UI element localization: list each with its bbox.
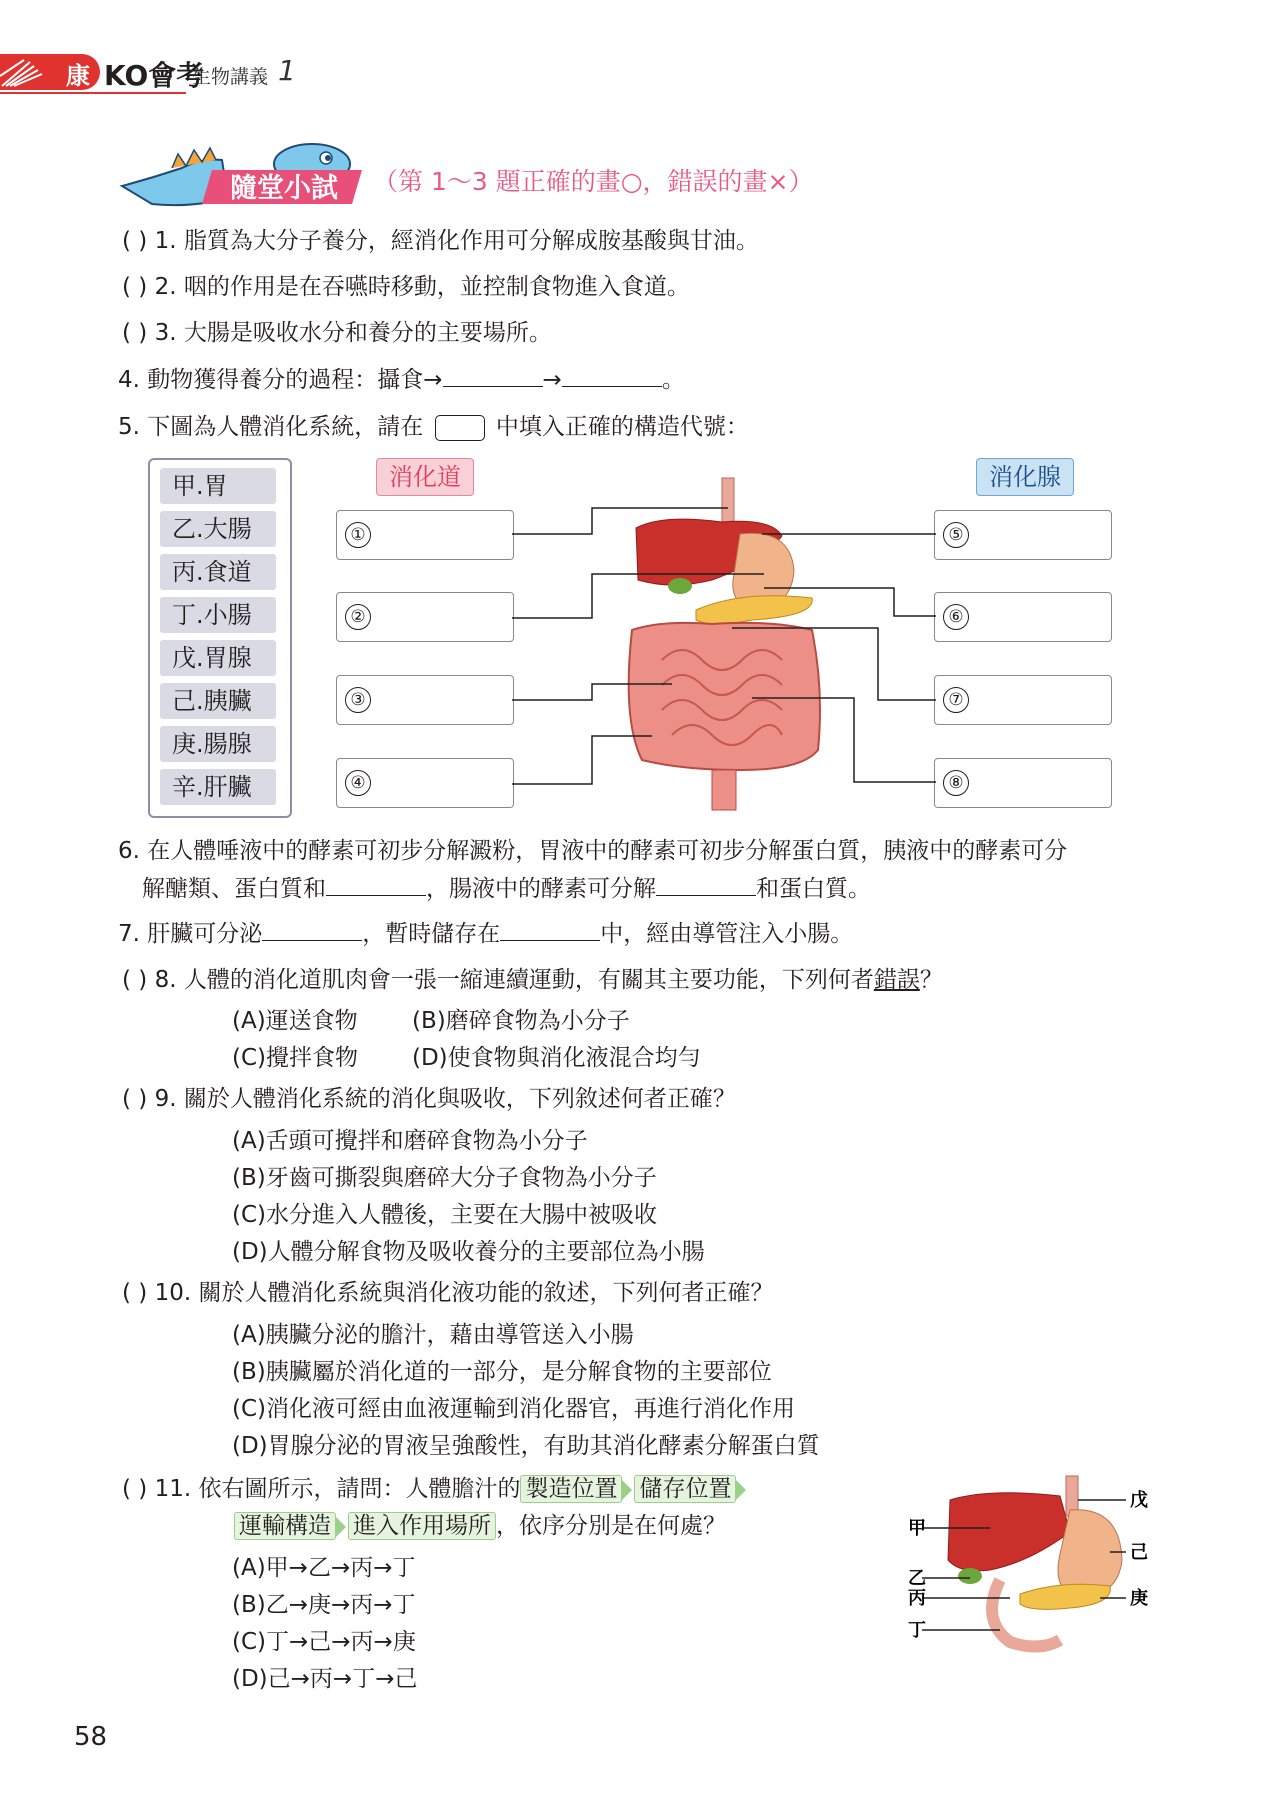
label-geng: 庚 <box>1130 1588 1148 1609</box>
box-number: ⑥ <box>943 604 969 630</box>
option-b[interactable]: (B)牙齒可撕裂與磨碎大分子食物為小分子 <box>232 1165 657 1191</box>
question-text: 11. 依右圖所示，請問：人體膽汁的 <box>154 1476 521 1502</box>
answer-blank[interactable] <box>500 918 600 941</box>
quiz-title: 隨堂小試 <box>230 173 338 204</box>
legend-item: 辛.肝臟 <box>160 769 276 805</box>
option-d[interactable]: (D)己→丙→丁→己 <box>232 1666 418 1692</box>
question-6-line-2 <box>142 873 871 904</box>
tag-storage-site: 儲存位置 <box>634 1475 736 1503</box>
answer-paren[interactable]: ( ) <box>122 274 148 300</box>
label-bing: 丙 <box>908 1588 926 1609</box>
answer-blank[interactable] <box>443 364 543 387</box>
answer-paren[interactable]: ( ) <box>122 967 148 993</box>
punctuation: ？ <box>919 967 943 993</box>
option-b[interactable]: (B)胰臟屬於消化道的一部分，是分解食物的主要部位 <box>232 1359 772 1385</box>
option-c[interactable]: (C)水分進入人體後，主要在大腸中被吸收 <box>232 1202 658 1228</box>
label-wu: 戊 <box>1130 1490 1148 1511</box>
answer-blank[interactable] <box>326 873 426 896</box>
tag-arrow-icon <box>336 1517 346 1537</box>
option-a[interactable]: (A)胰臟分泌的膽汁，藉由導管送入小腸 <box>232 1322 634 1348</box>
question-11 <box>122 1474 748 1504</box>
tag-arrow-icon <box>622 1480 632 1500</box>
answer-paren[interactable]: ( ) <box>122 1476 148 1502</box>
sample-box <box>435 415 485 441</box>
answer-box-5[interactable] <box>934 510 1112 560</box>
legend-item: 己.胰臟 <box>160 683 276 719</box>
question-2 <box>122 272 690 302</box>
answer-paren[interactable]: ( ) <box>122 1086 148 1112</box>
legend-item: 戊.胃腺 <box>160 640 276 676</box>
legend-item: 甲.胃 <box>160 468 276 504</box>
option-a[interactable]: (A)運送食物 <box>232 1008 358 1034</box>
emphasis-text: 錯誤 <box>873 967 920 993</box>
option-b[interactable]: (B)乙→庚→丙→丁 <box>232 1592 416 1618</box>
question-text: 1. 脂質為大分子養分，經消化作用可分解成胺基酸與甘油。 <box>154 228 759 254</box>
question-text: 5. 下圖為人體消化系統，請在 <box>118 414 424 440</box>
question-text: 7. 肝臟可分泌 <box>118 921 263 947</box>
legend-item: 乙.大腸 <box>160 511 276 547</box>
tag-action-site: 進入作用場所 <box>348 1512 496 1540</box>
answer-box-7[interactable] <box>934 675 1112 725</box>
answer-blank[interactable] <box>262 918 362 941</box>
header-rule <box>0 92 186 94</box>
question-text: 10. 關於人體消化系統與消化液功能的敘述，下列何者正確？ <box>154 1280 774 1306</box>
question-5 <box>118 412 749 442</box>
answer-blank[interactable] <box>656 873 756 896</box>
label-ji: 己 <box>1130 1542 1148 1563</box>
question-9 <box>122 1084 736 1114</box>
question-text: 8. 人體的消化道肌肉會一張一縮連續運動，有關其主要功能，下列何者 <box>154 967 874 993</box>
answer-paren[interactable]: ( ) <box>122 228 148 254</box>
option-b[interactable]: (B)磨碎食物為小分子 <box>412 1008 630 1034</box>
question-text: 9. 關於人體消化系統的消化與吸收，下列敘述何者正確？ <box>154 1086 736 1112</box>
question-text: ，依序分別是在何處？ <box>496 1513 726 1539</box>
question-text: 中填入正確的構造代號： <box>495 414 749 440</box>
legend-item: 丙.食道 <box>160 554 276 590</box>
box-number: ① <box>345 522 371 548</box>
box-number: ⑤ <box>943 522 969 548</box>
question-1 <box>122 226 759 256</box>
question-text: 3. 大腸是吸收水分和養分的主要場所。 <box>154 320 552 346</box>
liver-stomach-figure <box>900 1470 1160 1670</box>
tag-production-site: 製造位置 <box>520 1475 622 1503</box>
label-ding: 丁 <box>908 1620 926 1641</box>
tag-arrow-icon <box>736 1480 746 1500</box>
quiz-instruction: （第 1～3 題正確的畫○，錯誤的畫×） <box>373 167 814 196</box>
question-7 <box>118 918 853 949</box>
answer-blank[interactable] <box>562 364 662 387</box>
box-number: ③ <box>345 687 371 713</box>
option-c[interactable]: (C)消化液可經由血液運輸到消化器官，再進行消化作用 <box>232 1396 796 1422</box>
tag-transport-structure: 運輸構造 <box>234 1512 336 1540</box>
box-number: ⑧ <box>943 770 969 796</box>
page-number: 58 <box>74 1722 108 1752</box>
answer-box-1[interactable] <box>336 510 514 560</box>
answer-box-2[interactable] <box>336 592 514 642</box>
digestive-tract-label: 消化道 <box>376 458 474 496</box>
legend-item: 庚.腸腺 <box>160 726 276 762</box>
question-text: ，腸液中的酵素可分解 <box>426 876 656 902</box>
question-text: 2. 咽的作用是在吞嚥時移動，並控制食物進入食道。 <box>154 274 690 300</box>
question-text: ，暫時儲存在 <box>362 921 501 947</box>
box-number: ④ <box>345 770 371 796</box>
option-d[interactable]: (D)人體分解食物及吸收養分的主要部位為小腸 <box>232 1239 705 1265</box>
punctuation: 。 <box>661 367 685 393</box>
option-c[interactable]: (C)丁→己→丙→庚 <box>232 1629 416 1655</box>
answer-box-3[interactable] <box>336 675 514 725</box>
arrow-text: → <box>542 367 562 393</box>
answer-paren[interactable]: ( ) <box>122 320 148 346</box>
dinosaur-mascot-icon <box>112 138 372 216</box>
question-6-line-1: 6. 在人體唾液中的酵素可初步分解澱粉，胃液中的酵素可初步分解蛋白質，胰液中的酵素可分 <box>118 838 1068 864</box>
legend-item: 丁.小腸 <box>160 597 276 633</box>
question-8 <box>122 965 943 995</box>
question-text: 中，經由導管注入小腸。 <box>600 921 854 947</box>
option-d[interactable]: (D)胃腺分泌的胃液呈強酸性，有助其消化酵素分解蛋白質 <box>232 1433 820 1459</box>
brand-title: KO會考 <box>104 59 205 92</box>
answer-box-6[interactable] <box>934 592 1112 642</box>
structure-legend <box>148 458 292 818</box>
palm-leaf-icon <box>0 56 64 90</box>
option-a[interactable]: (A)舌頭可攪拌和磨碎食物為小分子 <box>232 1128 588 1154</box>
question-text: 和蛋白質。 <box>756 876 871 902</box>
option-d[interactable]: (D)使食物與消化液混合均勻 <box>412 1045 701 1071</box>
question-11-line-2 <box>234 1511 726 1541</box>
volume-number: 1 <box>278 54 296 87</box>
brand-char: 康 <box>66 62 90 90</box>
subject-label: 生物講義 <box>192 66 269 88</box>
digestive-gland-label: 消化腺 <box>976 458 1074 496</box>
answer-box-8[interactable] <box>934 758 1112 808</box>
question-text: 解醣類、蛋白質和 <box>142 876 326 902</box>
label-yi: 乙 <box>908 1568 926 1589</box>
answer-paren[interactable]: ( ) <box>122 1280 148 1306</box>
option-c[interactable]: (C)攪拌食物 <box>232 1045 359 1071</box>
question-text: 4. 動物獲得養分的過程：攝食→ <box>118 367 443 393</box>
box-number: ② <box>345 604 371 630</box>
digestive-system-illustration <box>512 470 936 820</box>
question-3 <box>122 318 552 348</box>
label-jia: 甲 <box>908 1518 926 1539</box>
option-a[interactable]: (A)甲→乙→丙→丁 <box>232 1555 416 1581</box>
question-4 <box>118 364 685 395</box>
answer-box-4[interactable] <box>336 758 514 808</box>
box-number: ⑦ <box>943 687 969 713</box>
question-10 <box>122 1278 773 1308</box>
